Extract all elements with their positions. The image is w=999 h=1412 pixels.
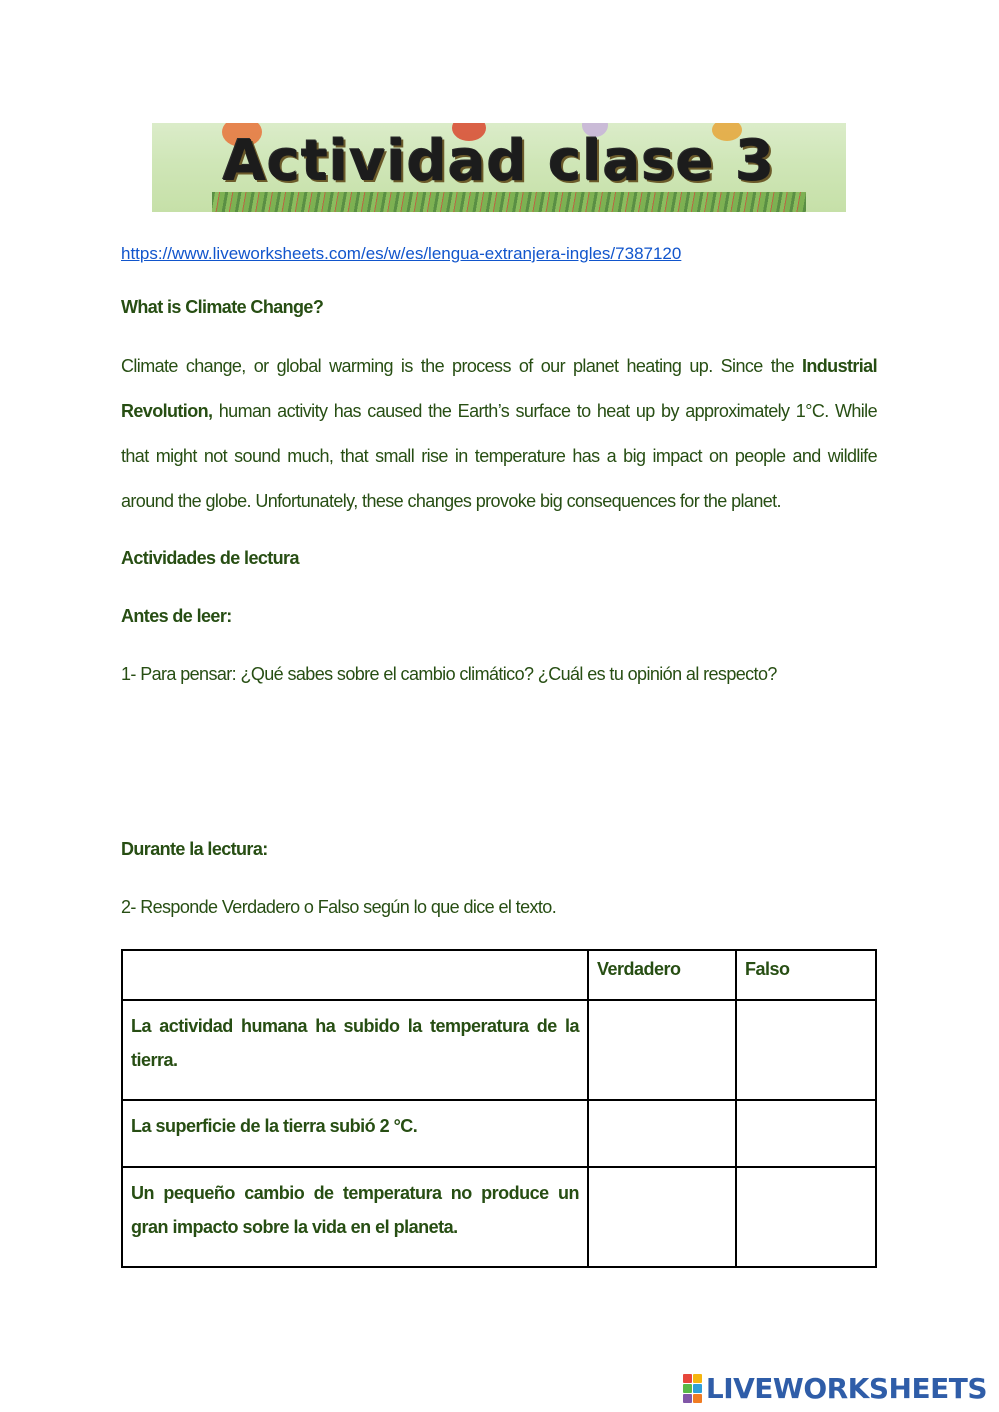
paragraph-text-2: human activity has caused the Earth’s surface to heat up by approximately 1°C. While that might not sound much, that small rise in temperature has a big impact on people and wildlife around the globe. Unfortunately, these changes provoke big consequences for the planet. bbox=[121, 401, 877, 511]
logo-color-square bbox=[683, 1394, 692, 1403]
logo-color-square bbox=[693, 1384, 702, 1393]
question-2: 2- Responde Verdadero o Falso según lo que dice el texto. bbox=[121, 897, 557, 917]
true-answer-cell[interactable] bbox=[588, 1167, 736, 1267]
table-header-row bbox=[122, 950, 876, 1000]
logo-color-square bbox=[693, 1394, 702, 1403]
paragraph-text-1: Climate change, or global warming is the process of our planet heating up. Since the bbox=[121, 356, 802, 376]
true-false-table bbox=[121, 949, 877, 1268]
table-row bbox=[122, 1100, 876, 1167]
grass-decoration bbox=[212, 192, 806, 212]
false-answer-cell[interactable] bbox=[736, 1167, 876, 1267]
statement-cell: Un pequeño cambio de temperatura no produce un gran impacto sobre la vida en el planeta. bbox=[122, 1167, 588, 1267]
heading-what-is-climate-change: What is Climate Change? bbox=[121, 297, 324, 317]
liveworksheets-brand-text: LIVEWORKSHEETS bbox=[705, 1371, 987, 1405]
liveworksheets-logo bbox=[683, 1373, 987, 1403]
table-header-false: Falso bbox=[736, 950, 876, 1000]
question-1: 1- Para pensar: ¿Qué sabes sobre el cambio climático? ¿Cuál es tu opinión al respecto? bbox=[121, 664, 777, 684]
heading-before-reading: Antes de leer: bbox=[121, 606, 232, 626]
banner-title: Actividad clase 3 bbox=[222, 129, 776, 194]
title-banner bbox=[152, 123, 846, 212]
table-row bbox=[122, 1000, 876, 1100]
worksheet-link[interactable]: https://www.liveworksheets.com/es/w/es/lengua-extranjera-ingles/7387120 bbox=[121, 244, 682, 263]
heading-reading-activities: Actividades de lectura bbox=[121, 548, 299, 568]
false-answer-cell[interactable] bbox=[736, 1100, 876, 1167]
heading-during-reading: Durante la lectura: bbox=[121, 839, 268, 859]
logo-color-square bbox=[683, 1384, 692, 1393]
table-row bbox=[122, 1167, 876, 1267]
table-header-true: Verdadero bbox=[588, 950, 736, 1000]
statement-cell: La superficie de la tierra subió 2 °C. bbox=[122, 1100, 588, 1167]
statement-cell: La actividad humana ha subido la temperatura de la tierra. bbox=[122, 1000, 588, 1100]
logo-color-square bbox=[693, 1374, 702, 1383]
true-answer-cell[interactable] bbox=[588, 1000, 736, 1100]
false-answer-cell[interactable] bbox=[736, 1000, 876, 1100]
table-header-statement bbox=[122, 950, 588, 1000]
intro-paragraph bbox=[121, 344, 877, 524]
liveworksheets-logo-icon bbox=[683, 1374, 702, 1403]
true-answer-cell[interactable] bbox=[588, 1100, 736, 1167]
paragraph-bold-term: Industrial Revolution, bbox=[121, 356, 877, 421]
logo-color-square bbox=[683, 1374, 692, 1383]
